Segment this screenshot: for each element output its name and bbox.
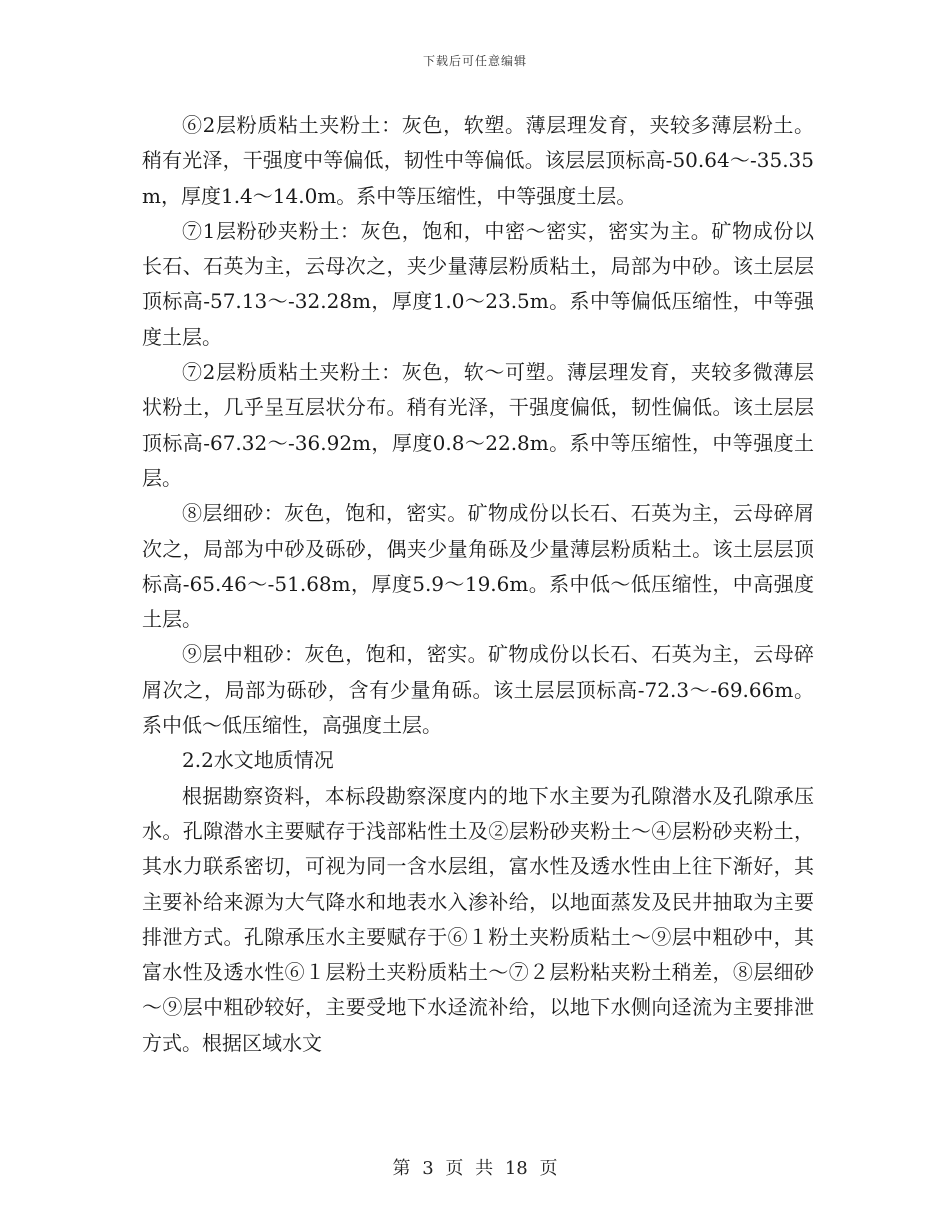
paragraph-layer-7-2: ⑦2层粉质粘土夹粉土：灰色，软～可塑。薄层理发育，夹较多微薄层状粉土，几乎呈互层状分布。稍有光泽，干强度偏低，韧性偏低。该土层层顶标高-67.32～-36.92m，厚度0.8～22.8m。系中等压缩性，中等强度土层。	[142, 360, 814, 490]
paragraph-layer-7-1: ⑦1层粉砂夹粉土：灰色，饱和，中密～密实，密实为主。矿物成份以长石、石英为主，云母次之，夹少量薄层粉质粘土，局部为中砂。该土层层顶标高-57.13～-32.28m，厚度1.0～23.5m。系中等偏低压缩性，中等强度土层。	[142, 218, 814, 349]
page-header: 下载后可任意编辑	[422, 54, 527, 68]
paragraph-layer-6-2: ⑥2层粉质粘土夹粉土：灰色，软塑。薄层理发育，夹较多薄层粉土。稍有光泽，干强度中等偏低，韧性中等偏低。该层层顶标高-50.64～-35.35m，厚度1.4～14.0m。系中等压缩性，中等强度土层。	[142, 113, 814, 208]
paragraph-layer-9: ⑨层中粗砂：灰色，饱和，密实。矿物成份以长石、石英为主，云母碎屑次之，局部为砾砂，含有少量角砾。该土层层顶标高-72.3～-69.66m。系中低～低压缩性，高强度土层。	[142, 642, 814, 738]
page-footer: 第 3 页 共 18 页	[392, 1158, 558, 1179]
paragraph-layer-8: ⑧层细砂：灰色，饱和，密实。矿物成份以长石、石英为主，云母碎屑次之，局部为中砂及砾砂，偶夹少量角砾及少量薄层粉质粘土。该土层层顶标高-65.46～-51.68m，厚度5.9～19.6m。系中低～低压缩性，中高强度土层。	[142, 501, 814, 632]
paragraph-hydrogeology: 根据勘察资料，本标段勘察深度内的地下水主要为孔隙潜水及孔隙承压水。孔隙潜水主要赋存于浅部粘性土及②层粉砂夹粉土～④层粉砂夹粉土，其水力联系密切，可视为同一含水层组，富水性及透水性由上往下渐好，其主要补给来源为大气降水和地表水入渗补给，以地面蒸发及民井抽取为主要排泄方式。孔隙承压水主要赋存于⑥１粉土夹粉质粘土～⑨层中粗砂中，其富水性及透水性⑥１层粉土夹粉质粘土～⑦２层粉粘夹粉土稍差，⑧层细砂～⑨层中粗砂较好，主要受地下水迳流补给，以地下水侧向迳流为主要排泄方式。根据区域水文	[142, 783, 814, 1055]
section-heading-hydrogeology: 2.2水文地质情况	[182, 748, 334, 773]
document-body	[142, 108, 814, 1061]
